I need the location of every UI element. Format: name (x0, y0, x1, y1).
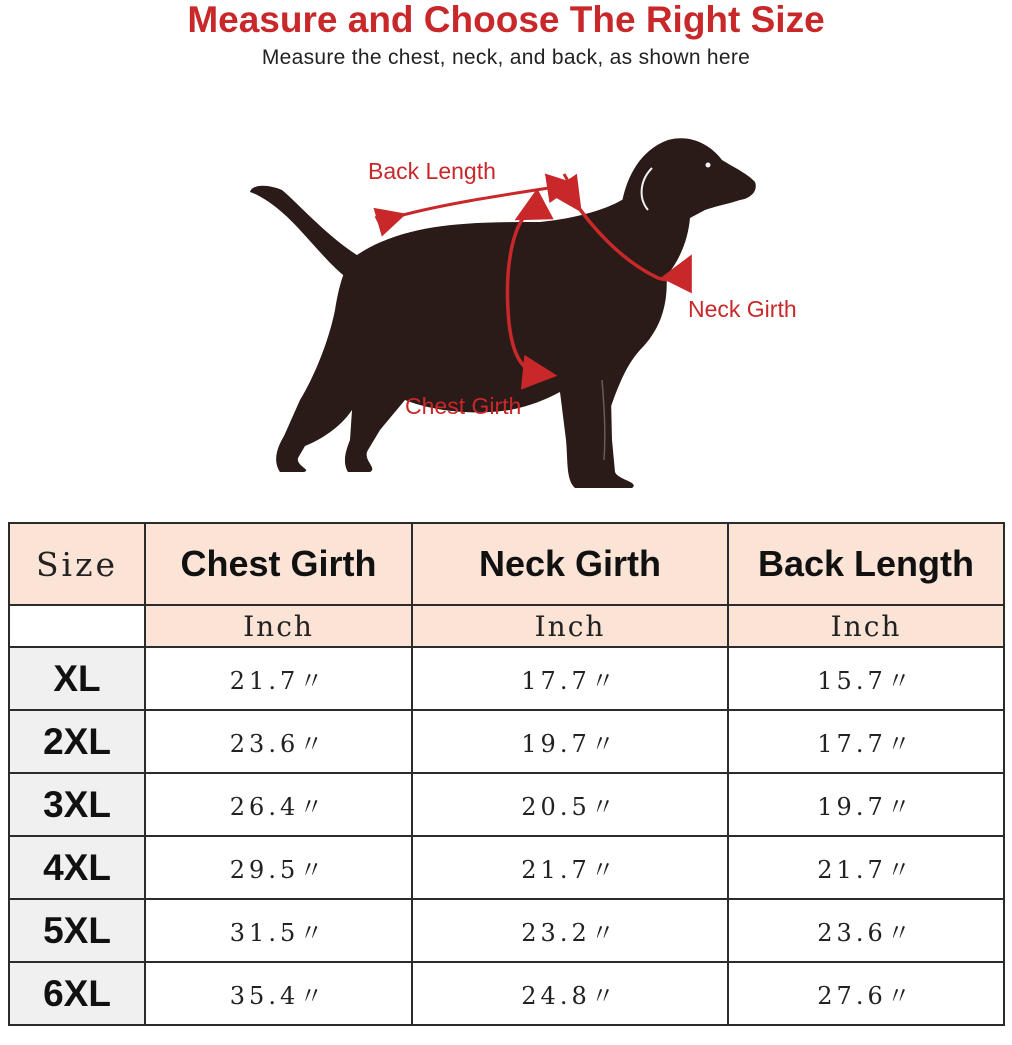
neck-value-cell: 23.2〃 (412, 899, 728, 962)
chest-value-cell: 26.4〃 (145, 773, 412, 836)
neck-value-cell: 17.7〃 (412, 647, 728, 710)
dog-eye-icon (706, 163, 711, 168)
table-row (9, 710, 1004, 773)
size-cell: 4XL (9, 836, 145, 899)
table-unit-row (9, 605, 1004, 647)
size-cell: 6XL (9, 962, 145, 1025)
chest-girth-label: Chest Girth (405, 393, 522, 419)
chest-girth-column-header: Chest Girth (145, 523, 412, 605)
unit-blank-cell (9, 605, 145, 647)
size-column-header: Size (9, 523, 145, 605)
chest-value-cell: 31.5〃 (145, 899, 412, 962)
neck-unit-cell: Inch (412, 605, 728, 647)
back-value-cell: 19.7〃 (728, 773, 1004, 836)
table-row (9, 962, 1004, 1025)
dog-silhouette-illustration (0, 110, 1012, 510)
chest-value-cell: 21.7〃 (145, 647, 412, 710)
chest-value-cell: 35.4〃 (145, 962, 412, 1025)
table-header-row (9, 523, 1004, 605)
chest-value-cell: 29.5〃 (145, 836, 412, 899)
table-row (9, 836, 1004, 899)
size-cell: 5XL (9, 899, 145, 962)
dog-icon (250, 138, 756, 488)
chest-value-cell: 23.6〃 (145, 710, 412, 773)
neck-value-cell: 24.8〃 (412, 962, 728, 1025)
back-value-cell: 15.7〃 (728, 647, 1004, 710)
neck-value-cell: 20.5〃 (412, 773, 728, 836)
size-cell: 3XL (9, 773, 145, 836)
page-subtitle: Measure the chest, neck, and back, as shown here (261, 46, 751, 69)
neck-girth-column-header: Neck Girth (412, 523, 728, 605)
table-row (9, 899, 1004, 962)
page-title: Measure and Choose The Right Size (187, 0, 825, 40)
table-row (9, 647, 1004, 710)
table-row (9, 773, 1004, 836)
size-chart-table (8, 522, 1005, 1026)
back-value-cell: 21.7〃 (728, 836, 1004, 899)
neck-value-cell: 21.7〃 (412, 836, 728, 899)
size-cell: XL (9, 647, 145, 710)
back-length-column-header: Back Length (728, 523, 1004, 605)
back-value-cell: 27.6〃 (728, 962, 1004, 1025)
back-value-cell: 17.7〃 (728, 710, 1004, 773)
back-length-label: Back Length (368, 158, 496, 184)
back-unit-cell: Inch (728, 605, 1004, 647)
chest-unit-cell: Inch (145, 605, 412, 647)
size-cell: 2XL (9, 710, 145, 773)
back-value-cell: 23.6〃 (728, 899, 1004, 962)
dog-measurement-diagram (0, 110, 1012, 510)
neck-girth-label: Neck Girth (688, 296, 797, 322)
neck-value-cell: 19.7〃 (412, 710, 728, 773)
